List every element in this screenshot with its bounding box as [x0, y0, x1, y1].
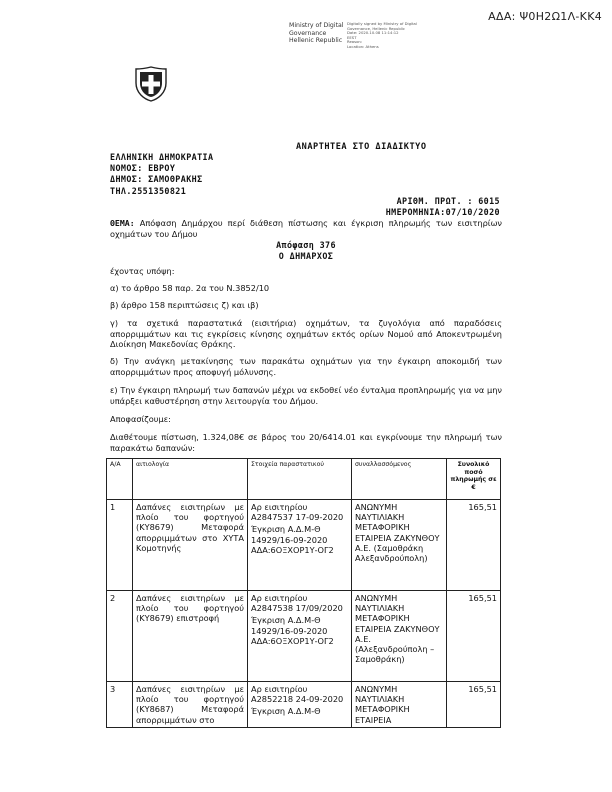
decision-block: [110, 240, 502, 262]
approval-info: Έγκριση Α.Δ.Μ-Θ 14929/16-09-2020 ΑΔΑ:6ΟΞΧΟΡ1Υ-ΟΓ2: [251, 524, 334, 555]
approval-info: Έγκριση Α.Δ.Μ-Θ: [251, 706, 321, 717]
point-c: γ) τα σχετικά παραστατικά (εισιτήρια) οχημάτων, τα ζυγολόγια από παραδόσεις απορριμμάτων και τις εγκρίσεις κίνησης οχημάτων εκτός ορίων Νομού από Αποκεντρωμένη Διοίκηση Μακεδονίας Θράκης.: [110, 318, 502, 350]
publication-heading: ΑΝΑΡΤΗΤΕΑ ΣΤΟ ΔΙΑΔΙΚΤΥΟ: [296, 142, 427, 152]
row-number: 2: [107, 591, 133, 682]
protocol-block: [386, 196, 500, 218]
row-document: [248, 591, 352, 682]
decision-title: Απόφαση 376: [276, 240, 336, 250]
considering-line: έχοντας υπόψη:: [110, 266, 175, 276]
row-number: 1: [107, 500, 133, 591]
row-reason: Δαπάνες εισιτηρίων με πλοίο του φορτηγού (ΚΥ8679) επιστροφή: [133, 591, 248, 682]
signature-meta-line: Reason:: [347, 39, 363, 45]
col-header-reason: αιτιολογία: [133, 459, 248, 500]
allocation-line: Διαθέτουμε πίστωση, 1.324,08€ σε βάρος του 20/6414.01 και εγκρίνουμε την πληρωμή των παρακάτω δαπανών:: [110, 432, 502, 453]
expenses-table: [106, 458, 501, 728]
row-party: ΑΝΩΝΥΜΗ ΝΑΥΤΙΛΙΑΚΗ ΜΕΤΑΦΟΡΙΚΗ ΕΤΑΙΡΕΙΑ: [352, 682, 447, 728]
row-document: [248, 682, 352, 728]
table-row: [107, 591, 501, 682]
row-amount: 165,51: [447, 591, 501, 682]
republic-line: ΕΛΛΗΝΙΚΗ ΔΗΜΟΚΡΑΤΙΑ: [110, 152, 214, 162]
signature-meta-line: EEST: [347, 34, 357, 40]
signature-meta-line: Digitally signed by Ministry of Digital: [347, 21, 417, 26]
signature-meta-line: Governance, Hellenic Republic: [347, 25, 405, 31]
ada-code: ΑΔΑ: Ψ0Η2Ω1Λ-ΚΚ4: [488, 10, 602, 23]
row-amount: 165,51: [447, 682, 501, 728]
subject-label: ΘΕΜΑ:: [110, 218, 135, 228]
decide-line: Αποφασίζουμε:: [110, 414, 171, 424]
row-reason: Δαπάνες εισιτηρίων με πλοίο του φορτηγού (ΚΥ8687) Μεταφορά απορριμμάτων στο: [133, 682, 248, 728]
point-a: α) το άρθρο 58 παρ. 2α του Ν.3852/10: [110, 283, 270, 293]
table-header-row: [107, 459, 501, 500]
signature-meta-line: Location: Athens: [347, 43, 379, 49]
row-amount: 165,51: [447, 500, 501, 591]
col-header-amount: Συνολικό ποσό πληρωμής σε €: [447, 459, 501, 500]
row-reason: Δαπάνες εισιτηρίων με πλοίο του φορτηγού (ΚΥ8679) Μεταφορά απορριμμάτων στο ΧΥΤΑ Κομοτηνής: [133, 500, 248, 591]
issuer-block: [110, 152, 213, 197]
ticket-info: Αρ εισιτηρίου Α2847537 17-09-2020: [251, 502, 344, 523]
subject-line: [110, 218, 502, 239]
point-b: β) άρθρο 158 περιπτώσεις ζ) και ιβ): [110, 300, 259, 310]
signature-meta-line: Date: 2020.10.08 11:14:12: [347, 30, 399, 36]
col-header-party: συναλλασσόμενος: [352, 459, 447, 500]
municipality-line: ΔΗΜΟΣ: ΣΑΜΟΘΡΑΚΗΣ: [110, 174, 203, 185]
row-party: ΑΝΩΝΥΜΗ ΝΑΥΤΙΛΙΑΚΗ ΜΕΤΑΦΟΡΙΚΗ ΕΤΑΙΡΕΙΑ ΖΑΚΥΝΘΟΥ Α.Ε. (Αλεξανδρούπολη – Σαμοθράκη): [352, 591, 447, 682]
protocol-number: ΑΡΙΘΜ. ΠΡΩΤ. : 6015: [396, 196, 500, 206]
greek-coat-of-arms-icon: [133, 66, 169, 102]
col-header-document: Στοιχεία παραστατικού: [248, 459, 352, 500]
subject-text: Απόφαση Δημάρχου περί διάθεση πίστωσης και έγκριση πληρωμής των εισιτηρίων οχημάτων του Δήμου: [110, 218, 502, 239]
table-row: [107, 682, 501, 728]
digital-signature-meta: [347, 22, 417, 50]
phone-line: ΤΗΛ.2551350821: [110, 185, 187, 196]
digital-signature-org: [289, 22, 344, 45]
col-header-no: Α/Α: [107, 459, 133, 500]
point-e: ε) Την έγκαιρη πληρωμή των δαπανών μέχρι να εκδοθεί νέο ένταλμα προπληρωμής για να μην υπάρξει καθυστέρηση στην λειτουργία του Δήμου.: [110, 385, 502, 406]
approval-info: Έγκριση Α.Δ.Μ-Θ 14929/16-09-2020 ΑΔΑ:6ΟΞΧΟΡ1Υ-ΟΓ2: [251, 615, 334, 646]
signature-org-line: Ministry of Digital: [289, 22, 344, 29]
decision-authority: Ο ΔΗΜΑΡΧΟΣ: [278, 251, 334, 262]
point-d: δ) Την ανάγκη μετακίνησης των παρακάτω οχημάτων για την έγκαιρη αποκομιδή των απορριμμάτων προς αποφυγή μόλυνσης.: [110, 356, 502, 377]
prefecture-line: ΝΟΜΟΣ: ΕΒΡΟΥ: [110, 163, 176, 174]
signature-org-line: Hellenic Republic: [289, 37, 343, 44]
signature-org-line: Governance: [289, 29, 327, 37]
ticket-info: Αρ εισιτηρίου Α2847538 17/09/2020: [251, 593, 343, 614]
protocol-date: ΗΜΕΡΟΜΗΝΙΑ:07/10/2020: [385, 207, 500, 218]
row-number: 3: [107, 682, 133, 728]
row-party: ΑΝΩΝΥΜΗ ΝΑΥΤΙΛΙΑΚΗ ΜΕΤΑΦΟΡΙΚΗ ΕΤΑΙΡΕΙΑ ΖΑΚΥΝΘΟΥ Α.Ε. (Σαμοθράκη Αλεξανδρούπολη): [352, 500, 447, 591]
table-row: [107, 500, 501, 591]
ticket-info: Αρ εισιτηρίου Α2852218 24-09-2020: [251, 684, 344, 705]
row-document: [248, 500, 352, 591]
